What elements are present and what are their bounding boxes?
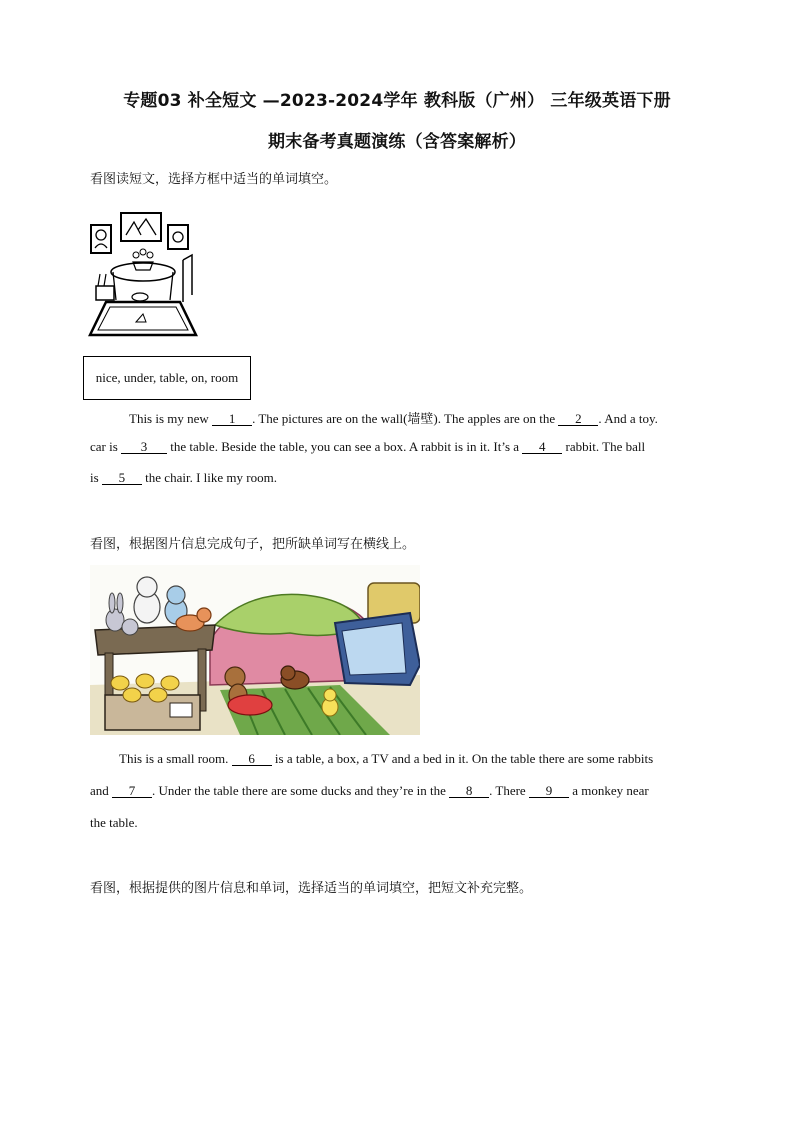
text-segment: This is a small room.: [119, 751, 229, 766]
text-segment: . Under the table there are some ducks and they’re in the: [152, 783, 446, 798]
passage-line: [90, 470, 277, 486]
passage-line: [90, 815, 138, 831]
passage-line: [129, 408, 658, 427]
passage-line: [90, 783, 649, 799]
blank-4[interactable]: 4: [522, 440, 562, 454]
blank-8[interactable]: 8: [449, 784, 489, 798]
blank-9[interactable]: 9: [529, 784, 569, 798]
text-segment: This is my new: [129, 411, 209, 426]
blank-5[interactable]: 5: [102, 471, 142, 485]
blank-2[interactable]: 2: [558, 412, 598, 426]
section1-instruction: 看图读短文，选择方框中适当的单词填空。: [90, 172, 338, 187]
text-segment: is: [90, 470, 99, 485]
page-title-line2: 期末备考真题演练（含答案解析）: [268, 132, 526, 152]
text-segment: the table.: [90, 815, 138, 830]
text-segment: rabbit. The ball: [565, 439, 646, 454]
text-segment: . And a toy.: [598, 411, 658, 426]
page-title-line1: 专题03 补全短文 —2023-2024学年 教科版（广州） 三年级英语下册: [123, 91, 671, 111]
text-segment: the table. Beside the table, you can see a box. A rabbit is in it. It’s a: [170, 439, 520, 454]
text-segment: . There: [489, 783, 526, 798]
text-segment: . The pictures are on the wall(墙壁). The apples are on the: [252, 411, 556, 426]
room-colour-illustration: [90, 565, 420, 735]
text-segment: is a table, a box, a TV and a bed in it. On the table there are some rabbits: [274, 751, 654, 766]
text-segment: car is: [90, 439, 118, 454]
section3-instruction: 看图，根据提供的图片信息和单词，选择适当的单词填空，把短文补充完整。: [90, 881, 533, 896]
word-choice-box: nice, under, table, on, room: [83, 356, 251, 400]
text-segment: and: [90, 783, 109, 798]
blank-3[interactable]: 3: [121, 440, 167, 454]
blank-7[interactable]: 7: [112, 784, 152, 798]
passage-line: [90, 439, 645, 455]
passage-line: [119, 751, 653, 767]
text-segment: a monkey near: [572, 783, 649, 798]
blank-1[interactable]: 1: [212, 412, 252, 426]
text-segment: the chair. I like my room.: [145, 470, 277, 485]
blank-6[interactable]: 6: [232, 752, 272, 766]
room-sketch-image: [88, 210, 198, 342]
section2-instruction: 看图，根据图片信息完成句子，把所缺单词写在横线上。: [90, 537, 416, 552]
